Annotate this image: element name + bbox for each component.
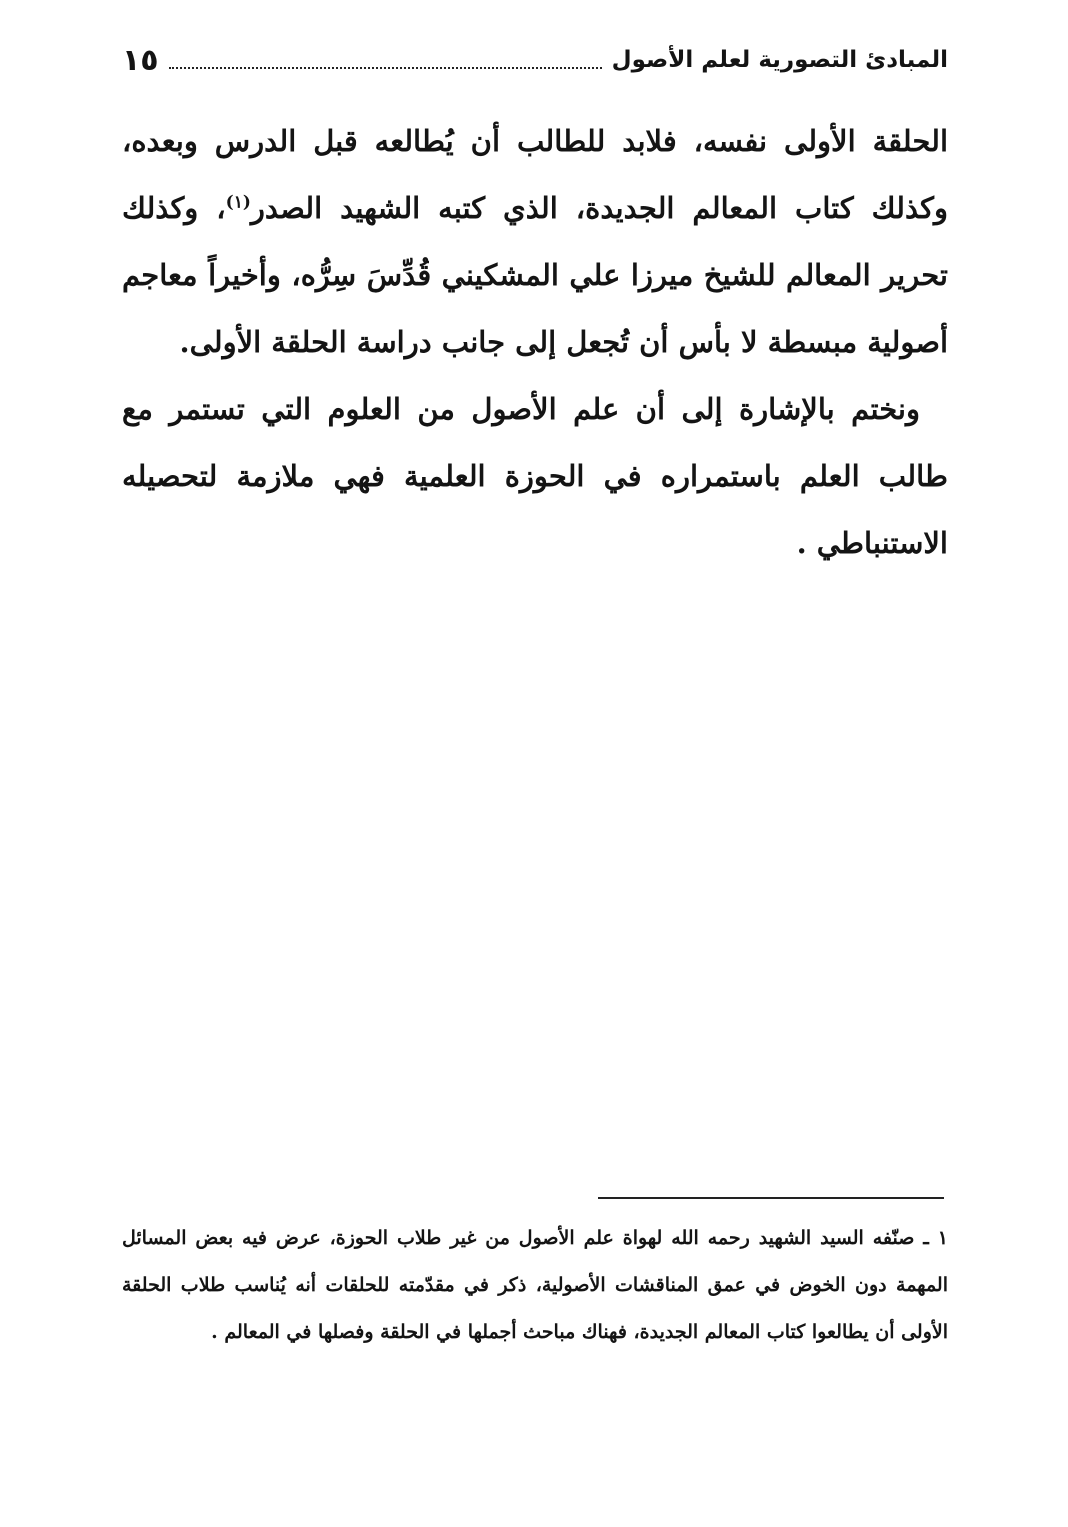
- footnote-1: ١ ـ صنّفه السيد الشهيد رحمه الله لهواة علم الأصول من غير طلاب الحوزة، عرض فيه بعض المسائل المهمة دون الخوض في عمق المناقشات الأصولية، ذكر في مقدّمته للحلقات أنه يُناسب طلاب الحلقة الأولى أن يطالعوا كتاب المعالم الجديدة، فهناك مباحث أجملها في الحلقة وفصلها في المعالم .: [122, 1227, 948, 1343]
- paragraph-1-part-b: ، وكذلك تحرير المعالم للشيخ ميرزا علي المشكيني قُدِّسَ سِرُّه، وأخيراً معاجم أصولية مبسطة لا بأس أن تُجعل إلى جانب دراسة الحلقة الأولى.: [122, 191, 948, 359]
- header-dotted-leader: [169, 67, 602, 69]
- footnotes: [122, 1215, 948, 1356]
- main-text: [122, 108, 948, 577]
- paragraph-1-part-a: الحلقة الأولى نفسه، فلابد للطالب أن يُطالعه قبل الدرس وبعده، وكذلك كتاب المعالم الجديدة، الذي كتبه الشهيد الصدر: [122, 124, 948, 225]
- paragraph-1: [122, 108, 948, 376]
- page-number: ١٥: [122, 42, 159, 78]
- running-title: المبادئ التصورية لعلم الأصول: [611, 47, 948, 73]
- paragraph-2: ونختم بالإشارة إلى أن علم الأصول من العلوم التي تستمر مع طالب العلم باستمراره في الحوزة العلمية فهي ملازمة لتحصيله الاستنباطي .: [122, 392, 948, 560]
- footnote-reference-1: (١): [225, 192, 251, 213]
- page-header: [122, 40, 948, 80]
- footnote-separator-line: [598, 1197, 944, 1199]
